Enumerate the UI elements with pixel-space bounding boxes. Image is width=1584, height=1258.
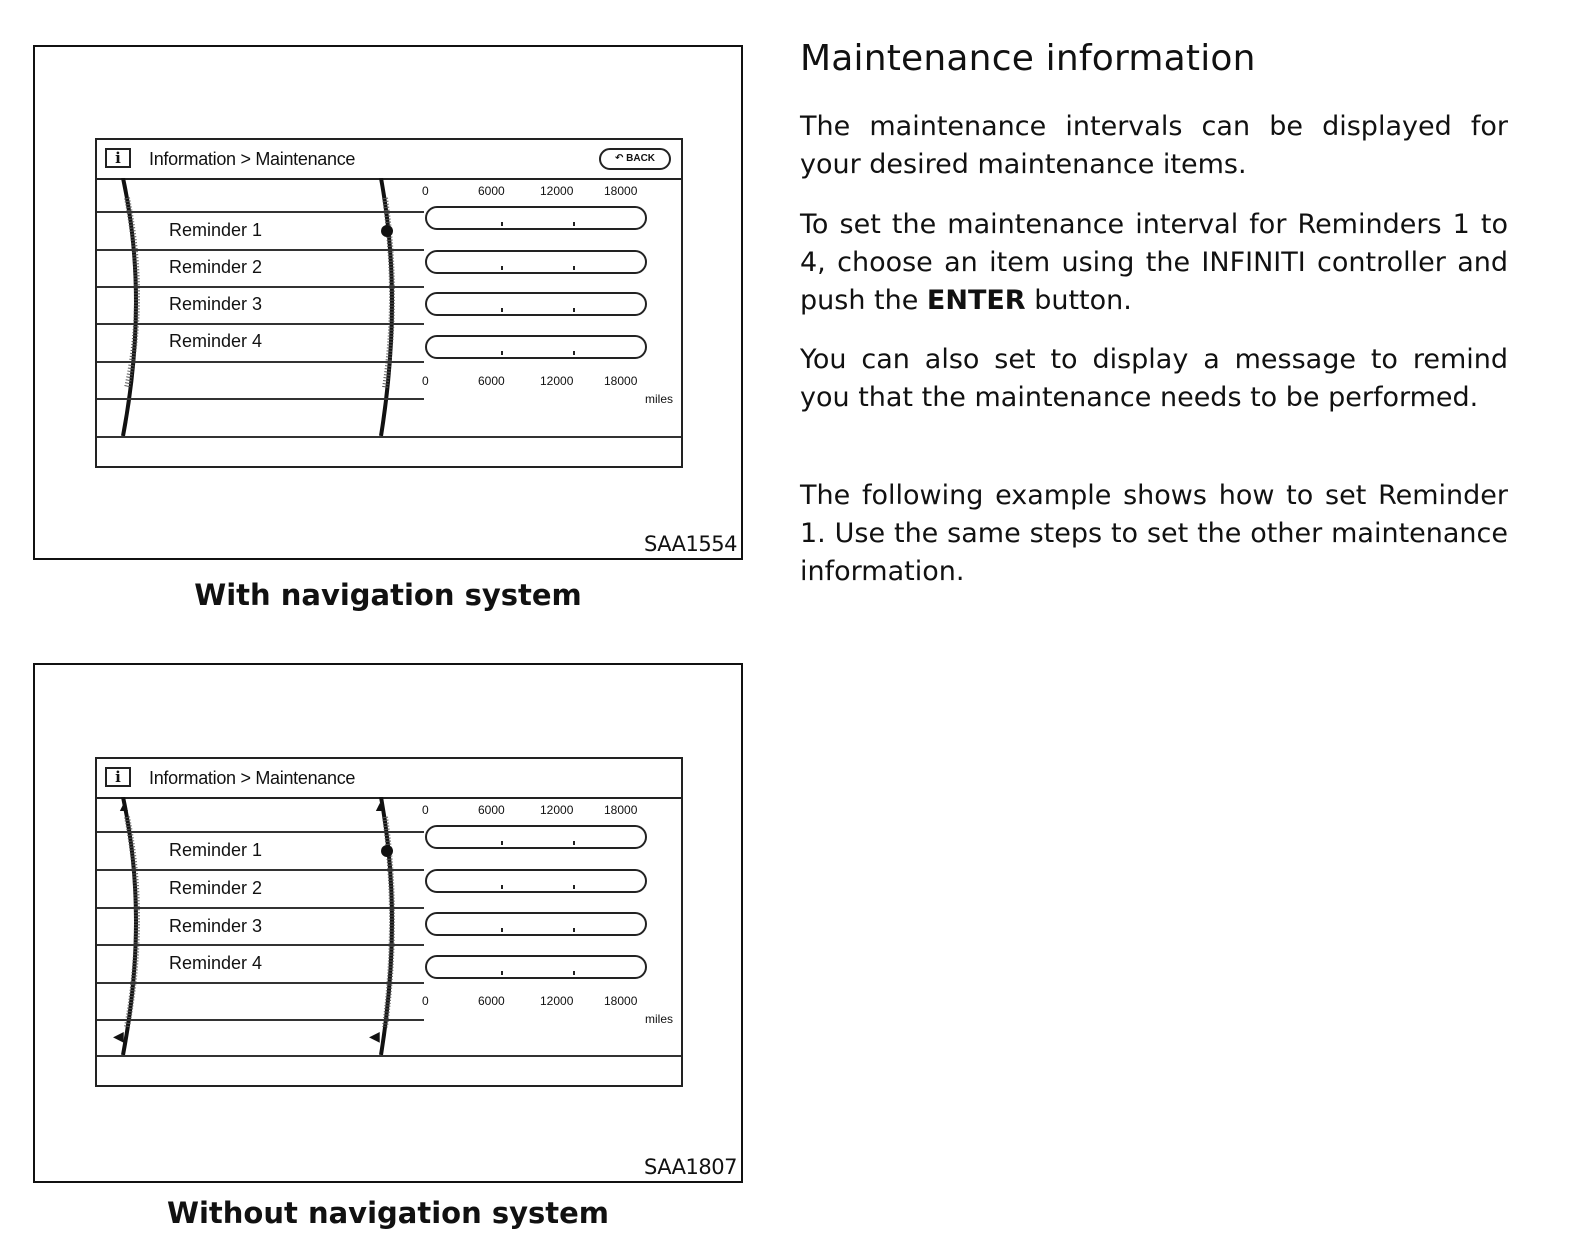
reminder-4-label[interactable]: Reminder 4: [169, 953, 263, 973]
reminder-1-bar: [425, 206, 647, 230]
paragraph-text: To set the maintenance interval for Reminders 1 to 4, choose an item using the INFINITI controller and push the: [800, 209, 1508, 316]
reminder-4-label[interactable]: Reminder 4: [169, 331, 263, 351]
screen-title: Information > Maintenance: [149, 149, 356, 169]
paragraph: The maintenance intervals can be displayed for your desired maintenance items.: [800, 111, 1508, 180]
paragraph-text: button.: [1025, 285, 1132, 316]
scroll-down-arrow-icon[interactable]: ◀: [369, 1028, 380, 1044]
paragraph: You can also set to display a message to remind you that the maintenance needs to be performed.: [800, 344, 1508, 413]
scroll-down-arrow-icon[interactable]: ◀: [113, 1028, 124, 1044]
reminder-1-label[interactable]: Reminder 1: [169, 840, 263, 860]
screen-title: Information > Maintenance: [149, 768, 356, 788]
unit-label: miles: [644, 1012, 673, 1026]
back-button[interactable]: ↶ BACK: [599, 148, 671, 170]
info-icon: i: [105, 767, 131, 787]
reminder-2-bar: [425, 250, 647, 274]
figure-caption: With navigation system: [194, 578, 582, 612]
reminder-4-bar: [425, 335, 647, 359]
figure-without-navigation: [33, 663, 743, 1183]
scale-bottom: 0 6000 12000 18000: [422, 994, 638, 1008]
info-icon: i: [105, 148, 131, 168]
figure-with-navigation: [33, 45, 743, 560]
screen-header: [97, 140, 681, 180]
selection-dot: [381, 225, 393, 237]
reminder-1-label[interactable]: Reminder 1: [169, 220, 263, 240]
reminder-2-bar: [425, 869, 647, 893]
selection-dot: [381, 845, 393, 857]
reminder-3-bar: [425, 292, 647, 316]
enter-button-label: ENTER: [926, 285, 1026, 316]
reminder-3-label[interactable]: Reminder 3: [169, 916, 263, 936]
scroll-up-arrow-icon[interactable]: ▲: [373, 798, 387, 814]
unit-label: miles: [644, 392, 673, 406]
paragraph: [800, 206, 1508, 320]
scroll-up-arrow-icon[interactable]: ▲: [117, 798, 131, 814]
reminder-2-label[interactable]: Reminder 2: [169, 878, 263, 898]
reminder-2-label[interactable]: Reminder 2: [169, 257, 263, 277]
reminder-3-bar: [425, 912, 647, 936]
figure-caption: Without navigation system: [167, 1196, 609, 1230]
display-screen: [95, 138, 683, 468]
reminder-4-bar: [425, 955, 647, 979]
figure-code: SAA1807: [644, 1155, 737, 1179]
scale-top: 0 6000 12000 18000: [422, 803, 638, 817]
display-screen: [95, 757, 683, 1087]
reminder-3-label[interactable]: Reminder 3: [169, 294, 263, 314]
figure-code: SAA1554: [644, 532, 737, 556]
scale-top: 0 6000 12000 18000: [422, 184, 638, 198]
paragraph: The following example shows how to set Reminder 1. Use the same steps to set the other maintenance information.: [800, 480, 1508, 587]
scale-bottom: 0 6000 12000 18000: [422, 374, 638, 388]
back-label: BACK: [626, 153, 656, 164]
reminder-1-bar: [425, 825, 647, 849]
screen-header: [97, 759, 681, 799]
section-heading: Maintenance information: [800, 38, 1256, 79]
